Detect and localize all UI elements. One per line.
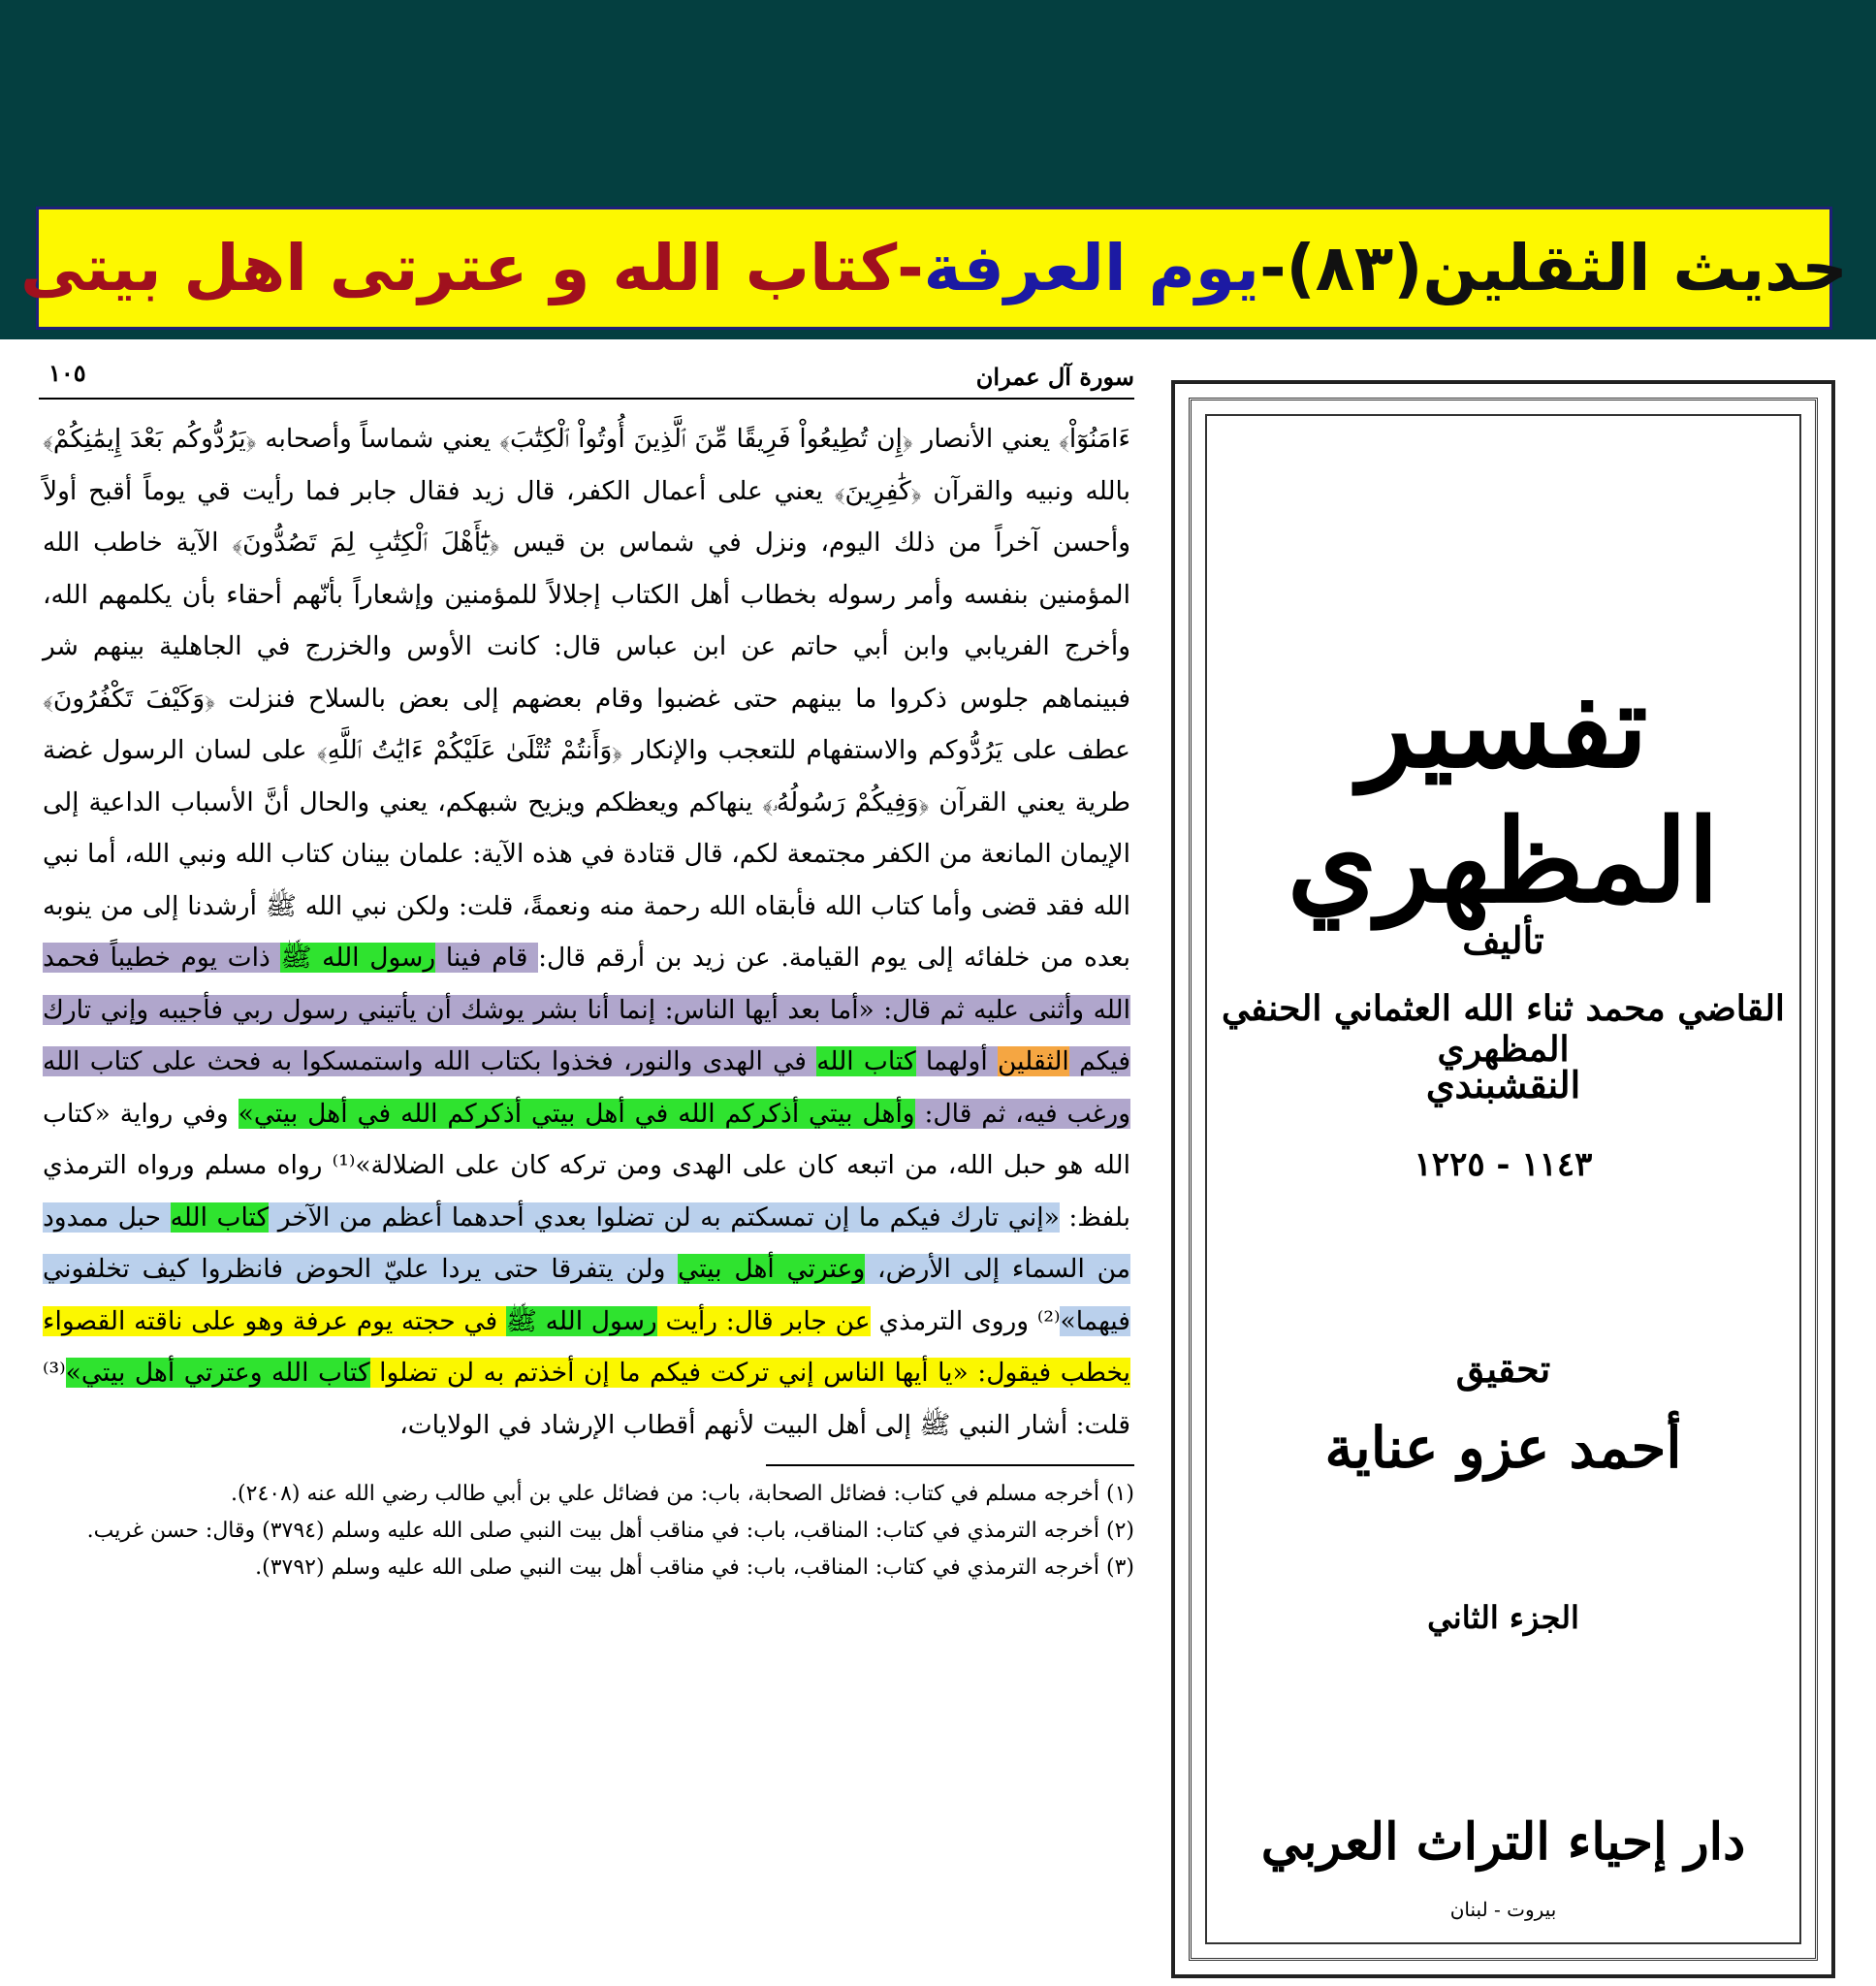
author-nisba: النقشبندي <box>1425 1063 1581 1106</box>
footnote-2: (٢) أخرجه الترمذي في كتاب: المناقب، باب: في مناقب أهل بيت النبي صلى الله عليه وسلم (٣٧٩٤) وقال: حسن غريب. <box>86 1519 1134 1543</box>
footnotes <box>39 1476 1134 1586</box>
hl-text: حبل ممدود من السماء إلى الأرض، <box>43 1201 1131 1284</box>
banner-title-part3: -كتاب الله و عترتی اهل بيتی <box>20 231 924 305</box>
footnote-separator <box>766 1464 1134 1466</box>
body-text-2: وفي رواية «كتاب الله هو حبل الله، من اتبعه كان على الهدى ومن تركه كان على الضلالة»⁽¹⁾ رواه مسلم ورواه الترمذي بلفظ: <box>43 1098 1130 1233</box>
banner-title <box>20 207 1848 330</box>
footnote-3: (٣) أخرجه الترمذي في كتاب: المناقب، باب: في مناقب أهل بيت النبي صلى الله عليه وسلم (٣٧٩٢). <box>255 1555 1134 1580</box>
body-text-1: ءَامَنُوٓاْ﴾ يعني الأنصار ﴿إِن تُطِيعُواْ فَرِيقًا مِّنَ ٱلَّذِينَ أُوتُواْ ٱلْكِتَٰبَ﴾ يعني شماساً وأصحابه ﴿يَرُدُّوكُم بَعْدَ إِيمَٰنِكُمْ﴾ بالله ونبيه والقرآن ﴿كَٰفِرِينَ﴾ يعني على أعمال الكفر، قال زيد فقال جابر فما رأيت قي يوماً أقبح أولاً وأحسن آخراً من ذلك اليوم، ونزل في شماس بن قيس ﴿يَٰٓأَهْلَ ٱلْكِتَٰبِ لِمَ تَصُدُّونَ﴾ الآية خاطب الله المؤمنين بنفسه وأمر رسوله بخطاب أهل الكتاب إجلالاً للمؤمنين وإشعاراً بأنّهم أحقاء بأن يكلمهم الله، وأخرج الفريابي وابن أبي حاتم عن ابن عباس قال: كانت الأوس والخزرج في الجاهلية بينهم شر فبينماهم جلوس ذكروا ما بينهم حتى غضبوا وقام بعضهم إلى بعض بالسلاح فنزلت ﴿وَكَيْفَ تَكْفُرُونَ﴾ عطف على يَرُدُّوكم والاستفهام للتعجب والإنكار ﴿وَأَنتُمْ تُتْلَىٰ عَلَيْكُمْ ءَايَٰتُ ٱللَّهِ﴾ على لسان الرسول غضة طرية يعني القرآن ﴿وَفِيكُمْ رَسُولُهُۥ﴾ ينهاكم ويعظكم ويزيح شبهكم، يعني والحال أنَّ الأسباب الداعية إلى الإيمان المانعة من الكفر مجتمعة لكم، قال قتادة في هذه الآية: علمان بينان كتاب الله ونبي الله، أما نبي الله فقد قضى وأما كتاب الله فأبقاه الله رحمة منه ونعمةً، قلت: ولكن نبي الله ﷺ أرشدنا إلى من ينوبه بعده من خلفائه إلى يوم القيامة. عن زيد بن أرقم قال: <box>43 424 1131 973</box>
footnote-1: (١) أخرجه مسلم في كتاب: فضائل الصحابة، باب: من فضائل علي بن أبي طالب رضي الله عنه (٢٤٠٨). <box>231 1482 1134 1506</box>
hl-rasul-allah: رسول الله ﷺ <box>505 1305 657 1336</box>
hl-kitab-itrati: كتاب الله وعترتي أهل بيتي» <box>65 1358 370 1388</box>
hl-ahl-bayti: وأهل بيتي أذكركم الله في أهل بيتي أذكركم الله في أهل بيتي» <box>238 1098 915 1129</box>
banner-title-part1: حديث الثقلين(٨٣)- <box>1259 231 1848 305</box>
publisher-place: بيروت - لبنان <box>1449 1898 1557 1921</box>
cover-border <box>1189 398 1818 1961</box>
body-text-3: ⁽²⁾ وروى الترمذي <box>870 1305 1061 1336</box>
author-label: تأليف <box>1462 918 1544 962</box>
hl-text: ذات يوم خطيباً فحمد الله وأثنى عليه ثم قال: «أما بعد أيها الناس: إنما أنا بشر يوشك أن يأتيني رسول ربي فأجيبه وإني تارك فيكم <box>43 943 1131 1076</box>
hl-itrati: وعترتي أهل بيتي <box>678 1254 866 1284</box>
page-number: ١٠٥ <box>48 359 86 387</box>
text-page <box>39 349 1134 1586</box>
hl-kitab-allah: كتاب الله <box>816 1046 916 1076</box>
publisher-logo: دار إحياء التراث العربي <box>1260 1812 1746 1872</box>
hl-text: ولن يتفرقا حتى يردا عليّ الحوض فانظروا كيف تخلفوني فيهما» <box>43 1254 1130 1336</box>
hl-kitab-allah: كتاب الله <box>170 1201 270 1233</box>
hl-text: قام فينا <box>435 943 539 973</box>
page-body <box>39 413 1134 1451</box>
editor-name: أحمد عزو عناية <box>1324 1415 1682 1481</box>
hl-text: عن جابر قال: رأيت <box>656 1305 871 1336</box>
hl-rasul-allah: رسول الله ﷺ <box>280 943 436 973</box>
hl-text: أولهما <box>915 1046 998 1076</box>
hl-thaqalayn: الثقلين <box>998 1046 1069 1076</box>
surah-name: سورة آل عمران <box>975 363 1134 391</box>
banner-title-part2: يوم العرفة <box>923 231 1260 305</box>
author-years: ١١٤٣ - ١٢٢٥ <box>1414 1145 1593 1184</box>
volume-label: الجزء الثاني <box>1427 1599 1579 1636</box>
body-text-4: ⁽³⁾ قلت: أشار النبي ﷺ إلى أهل البيت لأنهم أقطاب الإرشاد في الولايات، <box>43 1358 1130 1440</box>
hl-text: في حجته يوم عرفة وهو على ناقته القصواء يخطب فيقول: «يا أيها الناس إني تركت فيكم ما إن أخذتم به لن تضلوا <box>43 1305 1131 1388</box>
cover-frame <box>1205 414 1801 1944</box>
body-paragraph <box>43 413 1130 1451</box>
hl-text: «إني تارك فيكم ما إن تمسكتم به لن تضلوا بعدي أحدهما أعظم من الآخر <box>269 1201 1060 1233</box>
editor-label: تحقيق <box>1455 1347 1551 1391</box>
page-header <box>39 349 1134 400</box>
book-title: تفسير المظهري <box>1287 658 1720 928</box>
book-cover <box>1171 380 1835 1978</box>
author-name: القاضي محمد ثناء الله العثماني الحنفي المظهري <box>1222 988 1785 1070</box>
hl-text: في الهدى والنور، فخذوا بكتاب الله واستمسكوا به فحث على كتاب الله ورغب فيه، ثم قال: <box>43 1046 1130 1129</box>
